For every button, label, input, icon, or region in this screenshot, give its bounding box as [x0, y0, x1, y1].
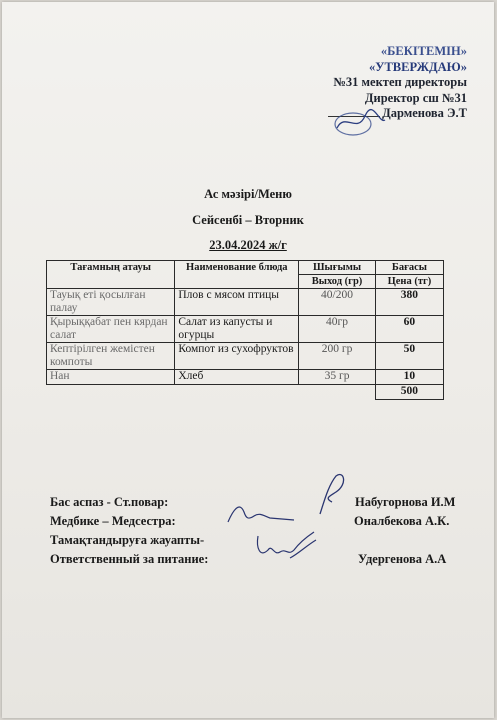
approval-line-2: «УТВЕРЖДАЮ» [369, 59, 467, 74]
table-row [47, 343, 444, 370]
cook-role: Бас аспаз - Ст.повар: [50, 495, 169, 509]
table-row [47, 316, 444, 343]
responsible-name: Удергенова А.А [358, 552, 447, 566]
row-price: 10 [375, 370, 443, 385]
approval-line-3: №31 мектеп директоры [333, 75, 467, 89]
table-row [47, 289, 444, 316]
document-page [2, 2, 494, 718]
table-row [47, 370, 444, 385]
row-kz-name: Нан [47, 370, 175, 385]
row-kz-name: Кептірілген жемістен компоты [47, 343, 175, 370]
total-price: 500 [375, 385, 443, 400]
responsible-role-kz: Тамақтандыруға жауапты- [50, 533, 205, 547]
nurse-signature-icon [224, 498, 296, 528]
cook-signature-icon [314, 472, 350, 518]
director-name: Дарменова Э.Т [382, 106, 467, 120]
total-spacer [47, 385, 376, 400]
header-price-ru: Цена (тг) [375, 275, 443, 289]
row-output: 40/200 [299, 289, 376, 316]
row-ru-name: Плов с мясом птицы [175, 289, 299, 316]
row-output: 35 гр [299, 370, 376, 385]
row-kz-name: Тауық еті қосылған палау [47, 289, 175, 316]
responsible-signature-icon [250, 528, 322, 568]
menu-date: 23.04.2024 ж/г [209, 238, 287, 252]
row-kz-name: Қырыққабат пен кярдан салат [47, 316, 175, 343]
header-ru-name: Наименование блюда [175, 261, 299, 289]
row-price: 50 [375, 343, 443, 370]
nurse-role: Медбике – Медсестра: [50, 514, 176, 528]
table-total-row [47, 385, 444, 400]
header-output-kz: Шығымы [299, 261, 376, 275]
approval-line-1: «БЕКІТЕМІН» [380, 44, 467, 58]
row-output: 200 гр [299, 343, 376, 370]
cook-name: Набугорнова И.М [355, 495, 456, 509]
menu-title: Ас мәзірі/Меню [204, 187, 292, 201]
menu-day: Сейсенбі – Вторник [192, 213, 304, 227]
table-header-row [47, 261, 444, 275]
approval-line-4: Директор сш №31 [364, 90, 467, 105]
header-kz-name: Тағамның атауы [47, 261, 175, 289]
row-price: 60 [375, 316, 443, 343]
row-ru-name: Салат из капусты и огурцы [175, 316, 299, 343]
row-output: 40гр [299, 316, 376, 343]
header-price-kz: Бағасы [375, 261, 443, 275]
row-price: 380 [375, 289, 443, 316]
director-signature-icon [327, 104, 387, 142]
menu-table [46, 260, 444, 400]
nurse-name: Оналбекова А.К. [354, 514, 450, 528]
responsible-role-ru: Ответственный за питание: [50, 552, 209, 566]
row-ru-name: Компот из сухофруктов [175, 343, 299, 370]
header-output-ru: Выход (гр) [299, 275, 376, 289]
row-ru-name: Хлеб [175, 370, 299, 385]
